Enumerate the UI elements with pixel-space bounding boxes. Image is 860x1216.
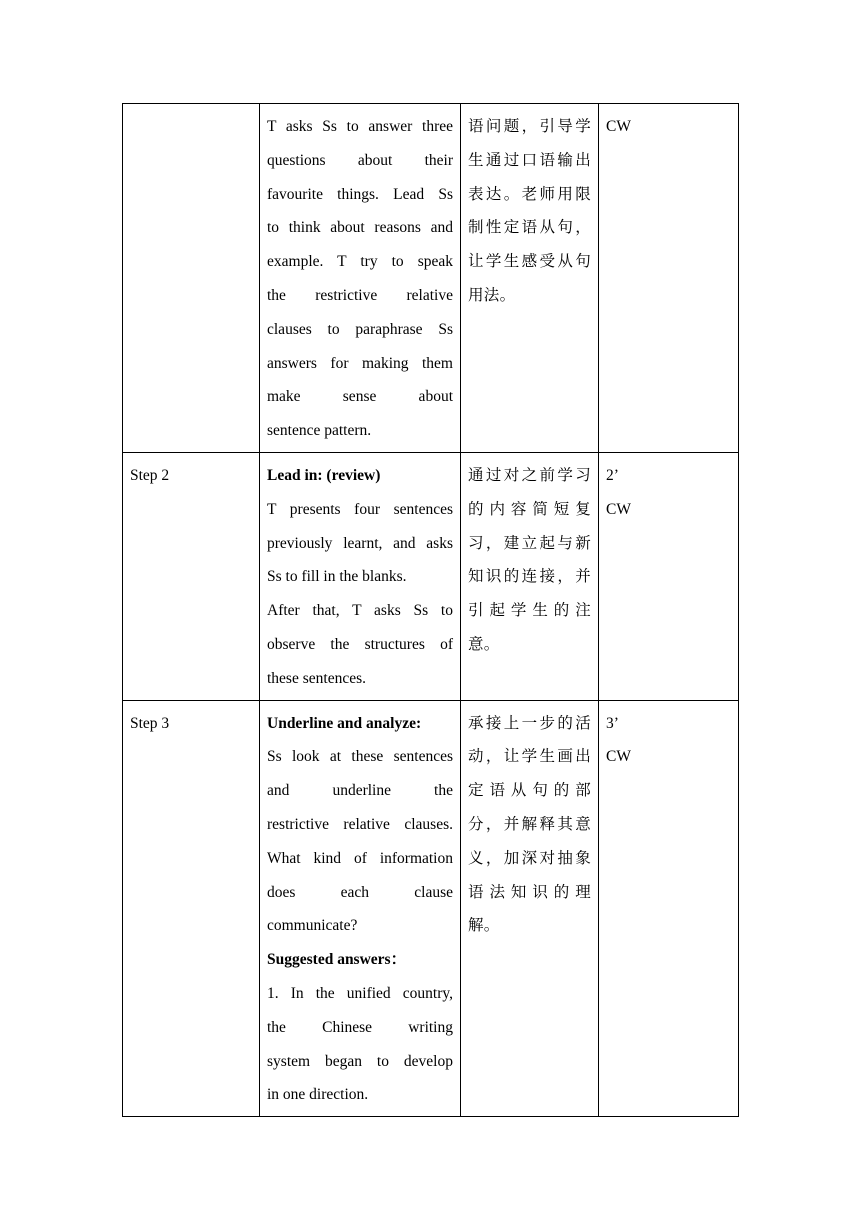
text-line: Ss to fill in the blanks. <box>267 568 407 586</box>
purpose-cell <box>461 700 599 1117</box>
text-line: questions about their <box>267 151 453 169</box>
text-line: favourite things. Lead Ss <box>267 185 453 203</box>
text-line: to think about reasons and <box>267 219 453 237</box>
mode-label: CW <box>606 500 631 518</box>
text-line: 义，加深对抽象 <box>468 848 591 867</box>
text-line: observe the structures of <box>267 635 453 653</box>
text-line: the Chinese writing <box>267 1018 453 1036</box>
text-line: What kind of information <box>267 849 453 867</box>
lesson-plan-table <box>122 103 739 1117</box>
text-line: 的内容简短复 <box>468 499 591 518</box>
step-cell <box>123 452 260 700</box>
text-line: Lead in: (review) <box>267 466 381 484</box>
table-row <box>123 700 739 1117</box>
mode-label: CW <box>606 748 631 766</box>
text-line: 表达。老师用限 <box>468 184 591 203</box>
text-line: 语问题，引导学 <box>468 117 591 135</box>
text-line: communicate? <box>267 917 358 935</box>
text-line: 知识的连接，并 <box>468 567 591 586</box>
mode-label: CW <box>606 118 631 135</box>
text-line: 用法。 <box>468 285 516 304</box>
text-line: After that, T asks Ss to <box>267 602 453 620</box>
text-line: make sense about <box>267 388 453 406</box>
step-label: Step 3 <box>130 714 170 732</box>
text-line: clauses to paraphrase Ss <box>267 320 453 338</box>
purpose-cell <box>461 104 599 453</box>
step-cell <box>123 700 260 1117</box>
text-line: 引起学生的注 <box>468 601 591 620</box>
text-line: previously learnt, and asks <box>267 534 453 552</box>
text-line: 意。 <box>468 634 500 653</box>
text-line: T presents four sentences <box>267 500 453 518</box>
text-line: does each clause <box>267 883 453 901</box>
text-line: example. T try to speak <box>267 253 453 271</box>
step-label: Step 2 <box>130 466 170 484</box>
text-line: 习，建立起与新 <box>468 533 591 552</box>
time-mode-cell <box>599 452 739 700</box>
text-line: 通过对之前学习 <box>468 465 591 484</box>
step-cell <box>123 104 260 453</box>
text-line: these sentences. <box>267 669 366 687</box>
time-mode-cell <box>599 700 739 1117</box>
text-line: T asks Ss to answer three <box>267 118 453 135</box>
text-line: restrictive relative clauses. <box>267 815 453 833</box>
time-mode-cell <box>599 104 739 453</box>
text-line: and underline the <box>267 782 453 800</box>
text-line: system began to develop <box>267 1052 453 1070</box>
text-line: 承接上一步的活 <box>468 713 591 732</box>
text-line: sentence pattern. <box>267 422 372 440</box>
text-line: 动，让学生画出 <box>468 747 591 766</box>
text-line: the restrictive relative <box>267 286 453 304</box>
text-line: 分，并解释其意 <box>468 814 591 833</box>
purpose-cell <box>461 452 599 700</box>
text-line: 制性定语从句， <box>468 218 591 237</box>
table-row <box>123 452 739 700</box>
text-line: 语法知识的理 <box>468 882 591 901</box>
procedure-cell <box>260 104 461 453</box>
text-line: 生通过口语输出 <box>468 150 591 169</box>
table-row <box>123 104 739 453</box>
text-line: Ss look at these sentences <box>267 748 453 766</box>
text-line: 1. In the unified country, <box>267 984 453 1002</box>
text-line: 定语从句的部 <box>468 781 591 800</box>
text-line: 解。 <box>468 916 500 935</box>
text-line: Underline and analyze: <box>267 714 422 732</box>
text-line: Suggested answers： <box>267 951 407 969</box>
procedure-cell <box>260 452 461 700</box>
text-line: 让学生感受从句 <box>468 252 591 271</box>
lesson-plan-body <box>123 104 739 1117</box>
time-label: 3’ <box>606 714 619 732</box>
time-label: 2’ <box>606 466 619 484</box>
text-line: in one direction. <box>267 1086 369 1104</box>
procedure-cell <box>260 700 461 1117</box>
text-line: answers for making them <box>267 354 453 372</box>
